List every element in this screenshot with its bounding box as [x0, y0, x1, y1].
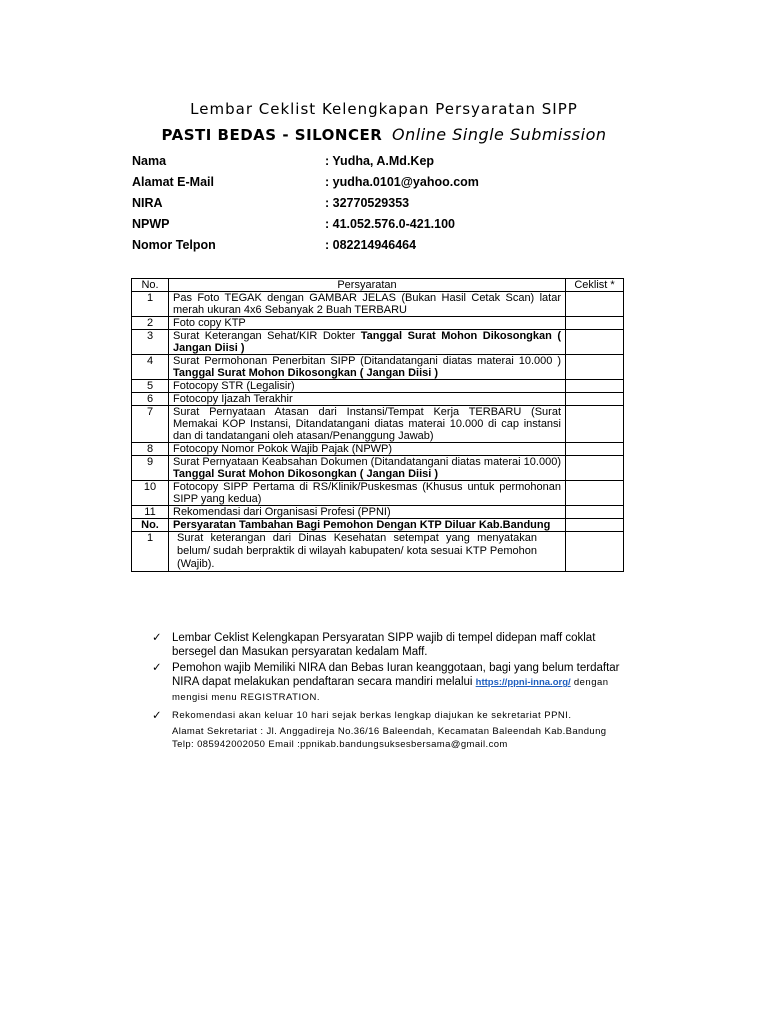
row-number: 11: [132, 506, 169, 519]
row-requirement: [169, 330, 566, 355]
checklist-cell[interactable]: [566, 443, 624, 456]
table-row: [132, 406, 624, 443]
header-checklist: Ceklist *: [566, 279, 624, 292]
field-value: : yudha.0101@yahoo.com: [325, 175, 479, 189]
row-requirement: [169, 317, 566, 330]
field-value: : 082214946464: [325, 238, 417, 252]
requirement-text: Fotocopy Ijazah Terakhir: [173, 393, 293, 405]
table-row: [132, 456, 624, 481]
requirement-note: Tanggal Surat Mohon Dikosongkan ( Jangan Diisi ): [173, 367, 439, 379]
row-number: 9: [132, 456, 169, 481]
row-number: 10: [132, 481, 169, 506]
checklist-cell[interactable]: [566, 393, 624, 406]
row-requirement: [169, 292, 566, 317]
row-number: 3: [132, 330, 169, 355]
requirement-text: Fotocopy Nomor Pokok Wajib Pajak (NPWP): [173, 443, 393, 455]
requirement-text: Surat keterangan dari Dinas Kesehatan setempat yang menyatakan belum/ sudah berpraktik di wilayah kabupaten/ kota sesuai KTP Pemohon (Wajib).: [177, 532, 537, 570]
table-row: [132, 443, 624, 456]
row-requirement: [169, 481, 566, 506]
table-row: [132, 317, 624, 330]
checklist-cell[interactable]: [566, 330, 624, 355]
row-requirement: [169, 393, 566, 406]
document-subtitle: [0, 125, 768, 144]
extra-header-title: Persyaratan Tambahan Bagi Pemohon Dengan KTP Diluar Kab.Bandung: [169, 519, 566, 532]
note-text: Lembar Ceklist Kelengkapan Persyaratan SIPP wajib di tempel didepan maff coklat bersegel dan Masukan persyaratan kedalam Maff.: [172, 632, 596, 658]
registration-link[interactable]: https://ppni-inna.org/: [475, 677, 571, 688]
field-label: Nama: [132, 154, 167, 168]
row-requirement: [169, 456, 566, 481]
checklist-cell[interactable]: [566, 292, 624, 317]
table-row: [132, 532, 624, 572]
row-number: 7: [132, 406, 169, 443]
row-number: 6: [132, 393, 169, 406]
table-row: [132, 506, 624, 519]
note-item: [152, 631, 637, 659]
checklist-cell[interactable]: [566, 406, 624, 443]
row-requirement: [169, 506, 566, 519]
note-text: Pemohon wajib Memiliki NIRA dan Bebas Iuran keanggotaan, bagi yang belum terdaftar NIRA dapat melakukan pendaftaran secara mandiri melalui: [172, 662, 620, 688]
field-value: : 32770529353: [325, 196, 410, 210]
table-row: [132, 393, 624, 406]
table-row: [132, 330, 624, 355]
table-row: [132, 481, 624, 506]
field-label: NIRA: [132, 196, 163, 210]
requirement-text: Surat Pernyataan Atasan dari Instansi/Tempat Kerja TERBARU (Surat Memakai KOP Instansi, Ditandatangani diatas materai 10.000 di cap instansi dan di tandatangani oleh atasan/Penanggung Jawab): [173, 406, 561, 442]
applicant-row-nira: [132, 193, 632, 214]
row-number: 8: [132, 443, 169, 456]
row-requirement: [169, 406, 566, 443]
checkmark-icon: ✓: [152, 632, 162, 644]
applicant-info: [132, 151, 632, 256]
requirement-text: Surat Keterangan Sehat/KIR Dokter: [173, 330, 356, 342]
row-requirement: [169, 380, 566, 393]
header-no: No.: [132, 279, 169, 292]
checklist-cell[interactable]: [566, 317, 624, 330]
extra-header-no: No.: [132, 519, 169, 532]
field-label: Alamat E-Mail: [132, 175, 214, 189]
checklist-cell[interactable]: [566, 532, 624, 572]
field-value: : 41.052.576.0-421.100: [325, 217, 455, 231]
requirement-text: Foto copy KTP: [173, 317, 246, 329]
checklist-cell[interactable]: [566, 355, 624, 380]
subtitle-program: PASTI BEDAS - SILONCER: [161, 126, 383, 144]
applicant-row-phone: [132, 235, 632, 256]
row-number: 5: [132, 380, 169, 393]
note-text: Rekomendasi akan keluar 10 hari sejak berkas lengkap diajukan ke sekretariat PPNI.: [172, 710, 572, 721]
secretariat-address: Alamat Sekretariat : Jl. Anggadireja No.36/16 Baleendah, Kecamatan Baleendah Kab.Bandung: [172, 726, 607, 737]
row-number: 1: [132, 292, 169, 317]
secretariat-contact: Telp: 085942002050 Email :ppnikab.bandungsuksesbersama@gmail.com: [172, 739, 508, 750]
table-row: [132, 380, 624, 393]
applicant-row-email: [132, 172, 632, 193]
table-row: [132, 292, 624, 317]
checklist-cell[interactable]: [566, 456, 624, 481]
requirement-text: Fotocopy STR (Legalisir): [173, 380, 295, 392]
note-item: [152, 709, 637, 723]
checkmark-icon: ✓: [152, 662, 162, 674]
document-title: Lembar Ceklist Kelengkapan Persyaratan SIPP: [190, 100, 578, 118]
row-requirement: [169, 443, 566, 456]
table-header-row: [132, 279, 624, 292]
row-number: 4: [132, 355, 169, 380]
notes-section: [152, 631, 637, 751]
checklist-cell: [566, 519, 624, 532]
row-number: 1: [132, 532, 169, 572]
subtitle-oss: Online Single Submission: [392, 125, 607, 144]
note-item: [152, 661, 637, 705]
requirement-text: Rekomendasi dari Organisasi Profesi (PPNI): [173, 506, 391, 518]
field-value: : Yudha, A.Md.Kep: [325, 154, 435, 168]
requirement-text: Surat Pernyataan Keabsahan Dokumen (Ditandatangani diatas materai 10.000): [173, 456, 561, 468]
checkmark-icon: ✓: [152, 710, 163, 722]
applicant-row-npwp: [132, 214, 632, 235]
requirements-table: [131, 278, 624, 572]
checklist-cell[interactable]: [566, 481, 624, 506]
field-label: NPWP: [132, 217, 170, 231]
header-requirement: Persyaratan: [169, 279, 566, 292]
requirement-text: Fotocopy SIPP Pertama di RS/Klinik/Puskesmas (Khusus untuk permohonan SIPP yang kedua): [173, 481, 561, 505]
requirement-text: Pas Foto TEGAK dengan GAMBAR JELAS (Bukan Hasil Cetak Scan) latar merah ukuran 4x6 Sebanyak 2 Buah TERBARU: [173, 292, 561, 316]
row-requirement: [169, 355, 566, 380]
requirement-note: Tanggal Surat Mohon Dikosongkan ( Jangan Diisi ): [173, 330, 562, 354]
row-number: 2: [132, 317, 169, 330]
applicant-row-name: [132, 151, 632, 172]
requirement-note: Tanggal Surat Mohon Dikosongkan ( Jangan Diisi ): [173, 468, 439, 480]
field-label: Nomor Telpon: [132, 238, 216, 252]
table-row: [132, 355, 624, 380]
requirement-text: Surat Permohonan Penerbitan SIPP (Ditandatangani diatas materai 10.000 ): [173, 355, 561, 367]
checklist-cell[interactable]: [566, 506, 624, 519]
row-requirement: [169, 532, 566, 572]
extra-header-row: [132, 519, 624, 532]
note-text-tail: dengan mengisi menu REGISTRATION.: [172, 677, 609, 703]
checklist-cell[interactable]: [566, 380, 624, 393]
